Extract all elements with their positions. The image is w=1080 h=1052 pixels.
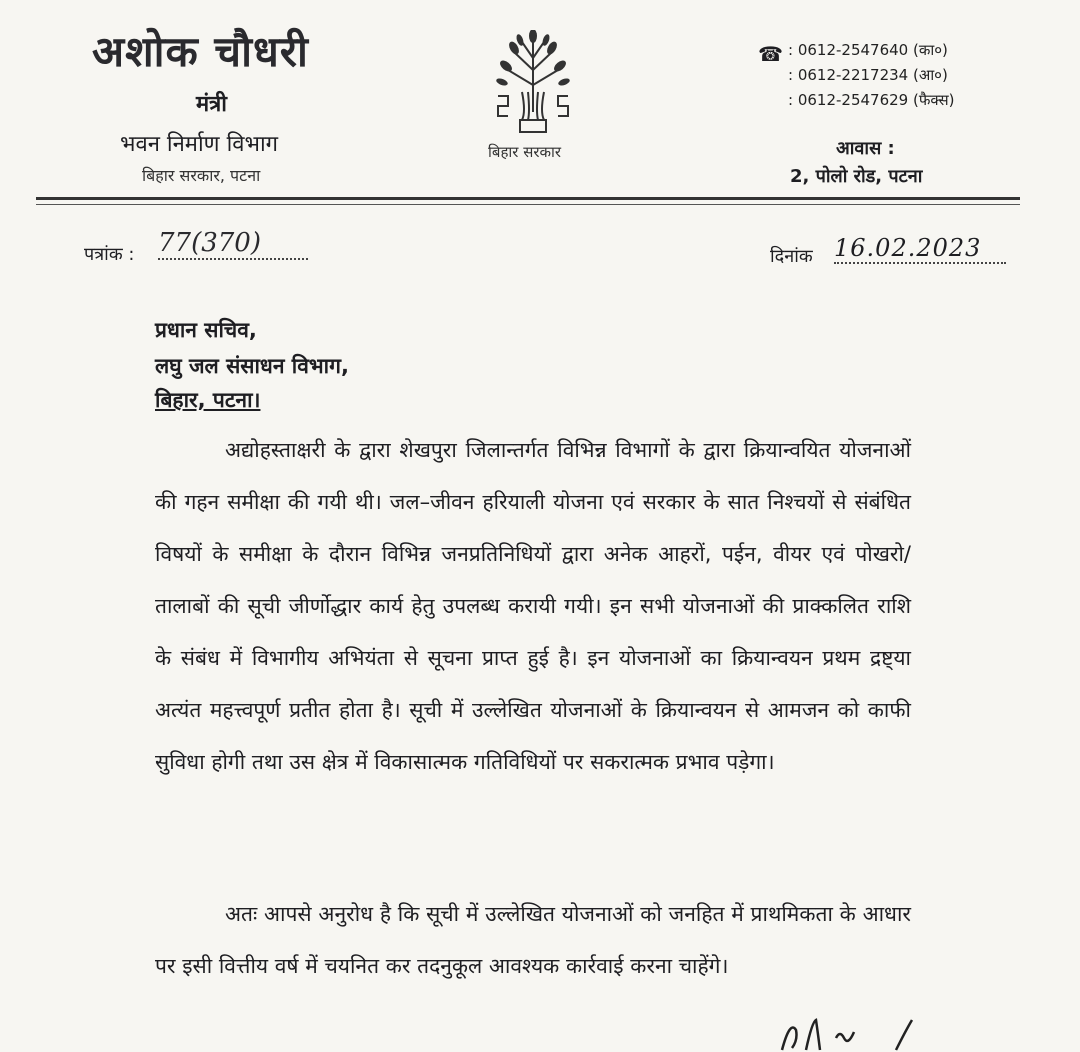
telephone-icon: ☎	[758, 42, 783, 66]
phone-office: : 0612-2547640 (का०)	[788, 41, 948, 59]
minister-name: अशोक चौधरी	[92, 27, 309, 76]
reference-number: 77(370)	[158, 228, 308, 260]
body-paragraph-2: अतः आपसे अनुरोध है कि सूची में उल्लेखित योजनाओं को जनहित में प्राथमिकता के आधार पर इसी वित्तीय वर्ष में चयनित कर तदनुकूल आवश्यक कार्रवाई करना चाहेंगे।	[155, 902, 911, 978]
addressee-department: लघु जल संसाधन विभाग,	[155, 354, 349, 378]
bihar-emblem-icon	[492, 30, 574, 138]
minister-role: मंत्री	[196, 91, 227, 117]
phone-list	[788, 38, 954, 113]
phone-residence: : 0612-2217234 (आ०)	[788, 66, 948, 84]
government-location: बिहार सरकार, पटना	[142, 166, 261, 185]
residence-label: आवास :	[836, 138, 895, 159]
residence-address: 2, पोलो रोड, पटना	[790, 166, 923, 187]
body-paragraph-1: अद्योहस्ताक्षरी के द्वारा शेखपुरा जिलान्तर्गत विभिन्न विभागों के द्वारा क्रियान्वयित योजनाओं की गहन समीक्षा की गयी थी। जल–जीवन हरियाली योजना एवं सरकार के सात निश्चयों से संबंधित विषयों के समीक्षा के दौरान विभिन्न जनप्रतिनिधियों द्वारा अनेक आहरों, पईन, वीयर एवं पोखरो/तालाबों की सूची जीर्णोद्धार कार्य हेतु उपलब्ध करायी गयी। इन सभी योजनाओं की प्राक्कलित राशि के संबंध में विभागीय अभियंता से सूचना प्राप्त हुई है। इन योजनाओं का क्रियान्वयन प्रथम द्रष्ट्या अत्यंत महत्त्वपूर्ण प्रतीत होता है। सूची में उल्लेखित योजनाओं के क्रियान्वयन से आमजन को काफी सुविधा होगी तथा उस क्षेत्र में विकासात्मक गतिविधियों पर सकरात्मक प्रभाव पड़ेगा।	[155, 438, 911, 774]
date-label: दिनांक	[770, 246, 813, 267]
header-divider-thin	[36, 204, 1020, 205]
emblem-caption: बिहार सरकार	[488, 143, 562, 161]
reference-label: पत्रांक :	[84, 244, 135, 265]
addressee-location: बिहार, पटना।	[155, 388, 261, 412]
header-divider	[36, 197, 1020, 200]
handwritten-signature	[776, 1012, 936, 1052]
addressee-designation: प्रधान सचिव,	[155, 318, 257, 342]
department-name: भवन निर्माण विभाग	[120, 132, 279, 157]
letter-date: 16.02.2023	[834, 234, 1006, 264]
phone-fax: : 0612-2547629 (फैक्स)	[788, 91, 955, 109]
